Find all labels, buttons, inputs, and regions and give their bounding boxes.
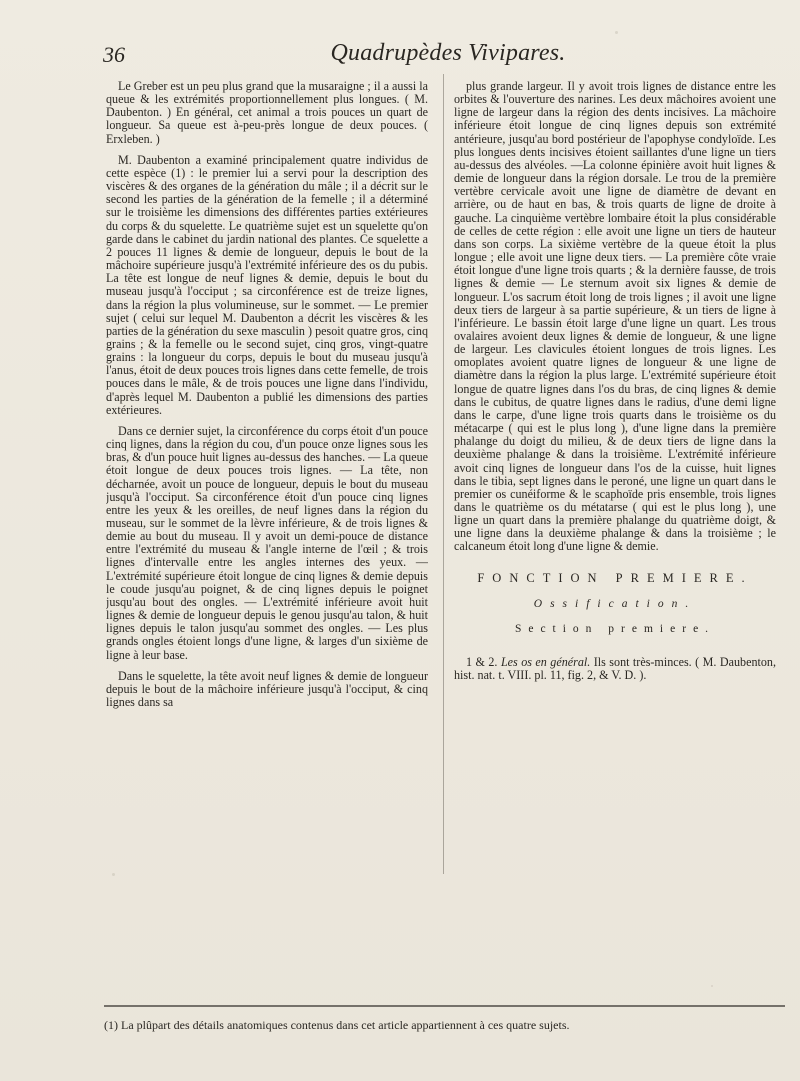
page-number: 36 <box>103 42 125 67</box>
ossification-heading: Ossification. <box>533 597 697 610</box>
column-divider <box>443 74 444 874</box>
paper-stain <box>615 31 618 34</box>
left-paragraph: M. Daubenton a examiné principalement quatre individus de cette espèce (1) : le premier lui a servi pour la description des viscères & des organes de la génération du mâle ; il a décrit sur le second les parties de la génération de la femelle ; il a déterminé sur le troisième les dimensions des différentes parties extérieures du corps & du squelette. Le quatrième sujet est un squelette qu'on garde dans le cabinet du jardin national des plantes. Ce squelette a 2 pouces 11 lignes & demie de longueur, depuis le bout de la mâchoire supérieure jusqu'à l'extrémité inférieure des os du pubis. La tête est longue de neuf lignes & demie, depuis le bout du museau jusqu'à l'occiput ; sa circonférence est de treize lignes, dans la région la plus volumineuse, sur le sommet. — Le premier sujet ( celui sur lequel M. Daubenton a décrit les viscères & les parties de la génération du sexe masculin ) pesoit quatre gros, cinq grains ; & la femelle ou le second sujet, cinq gros, vingt-quatre grains : la longueur du corps, depuis le bout du museau jusqu'à l'anus, étoit de deux pouces trois lignes dans cette femelle, de trois pouces dans le mâle, & de trois pouces une ligne dans l'individu, d'après lequel M. Daubenton a publié les dimensions des parties extérieures. <box>106 152 428 417</box>
paper-stain <box>711 985 713 987</box>
section-heading: Section premiere. <box>514 622 716 635</box>
footnote: (1) La plûpart des détails anatomiques contenus dans cet article appartiennent à ces quatre sujets. <box>104 1018 570 1032</box>
page-header <box>103 40 703 68</box>
bones-entry <box>454 656 776 682</box>
left-paragraph: Dans ce dernier sujet, la circonférence du corps étoit d'un pouce cinq lignes, dans la région du cou, d'un pouce onze lignes sous les bras, & d'un pouce huit lignes au-dessus des hanches. — La queue étoit longue de deux pouces trois lignes. — La tête, non décharnée, avoit un pouce de longueur, depuis le bout du museau jusqu'à l'occiput. Sa circonférence étoit d'un pouce cinq lignes entre les yeux & les oreilles, de neuf lignes dans la région du museau, sur le sommet de la lèvre inférieure, & de trois lignes & demie au bout du museau. Il y avoit un demi-pouce de distance entre l'extrémité du museau & l'angle interne de l'œil ; & trois lignes d'intervalle entre les angles internes des yeux. — L'extrémité supérieure étoit longue de cinq lignes & demie depuis le coude jusqu'au poignet, & de cinq lignes depuis le poignet jusqu'au bout des ongles. — L'extrémité inférieure avoit huit lignes & demie de longueur depuis le genou jusqu'au talon, & huit lignes depuis le talon jusqu'au sommet des ongles. — Les plus grands ongles étoient longs d'une ligne, & larges d'un sixième de ligne à leur base. <box>106 423 428 662</box>
running-title: Quadrupèdes Vivipares. <box>330 40 566 66</box>
entry-text: Ils sont très-minces. ( M. Daubenton, hist. nat. t. VIII. pl. 11, fig. 2, & V. D. ). <box>454 655 776 683</box>
right-column <box>454 80 776 870</box>
paper-stain <box>112 873 115 876</box>
entry-title: Les os en général. <box>500 655 591 670</box>
right-paragraph: plus grande largeur. Il y avoit trois lignes de distance entre les orbites & l'ouverture des narines. Les deux mâchoires avoient une ligne de largeur dans la région des dents incisives. La mâchoire inférieure étoit longue de cinq lignes depuis son extrémité antérieure, jusqu'au bord postérieur de l'apophyse condyloïde. Les plus longues dents incisives étoient saillantes d'une ligne un tiers au-dessus des alvéoles. —La colonne épinière avoit huit lignes & demie de longueur dans la région dorsale. Le trou de la première vertèbre cervicale avoit une ligne de diamètre de devant en arrière, ou de haut en bas, & trois quarts de ligne de droite à gauche. La cinquième vertèbre lombaire étoit la plus considérable de celles de cette région : elle avoit une ligne un tiers de hauteur dans son corps. La sixième vertèbre de la queue étoit la plus longue ; elle avoit une ligne deux tiers. — La première côte vraie étoit longue d'une ligne trois quarts ; & la dernière fausse, de trois lignes & demie — Le sternum avoit six lignes & demie de longueur. L'os sacrum étoit long de trois lignes ; il avoit une ligne deux tiers de largeur à sa partie supérieure, & un tiers de ligne à l'inférieure. Le bassin étoit large d'une ligne un quart. Les trous ovalaires avoient deux lignes & demie de longueur, & une ligne de largeur. Les clavicules étoient longues de trois lignes. Les omoplates avoient quatre lignes de longueur & une ligne de diamètre dans la région la plus large. L'extrémité supérieure étoit longue de quatre lignes dans l'os du bras, de cinq lignes & demie dans le cubitus, de quatre lignes dans le radius, d'une demi ligne dans le carpe, d'une ligne trois quarts dans le troisième os du métacarpe ( qui est le plus long ), d'une ligne dans la première phalange du doigt du milieu, & de deux tiers de ligne dans la deuxième phalange & dans la troisième. L'extrémité inférieure avoit cinq lignes de longueur dans l'os de la cuisse, huit lignes dans le tibia, sept lignes dans le peroné, une ligne un quart dans le premier os cunéiforme & le scaphoïde pris ensemble, trois lignes dans le quatrième os du métatarse ( qui est le plus long ), une ligne un quart dans la première phalange du quatrième doigt, & une ligne dans la deuxième phalange & dans la troisième ; le calcaneum étoit long d'une ligne & demie. <box>454 80 776 554</box>
entry-number: 1 & 2. <box>466 655 498 670</box>
left-paragraph: Dans le squelette, la tête avoit neuf lignes & demie de longueur depuis le bout de la mâchoire inférieure jusqu'à l'occiput, & cinq lignes dans sa <box>106 668 428 710</box>
left-column <box>106 80 428 870</box>
footnote-rule <box>104 1005 785 1007</box>
left-paragraph: Le Greber est un peu plus grand que la musaraigne ; il a aussi la queue & les extrémités proportionnellement plus longues. ( M. Daubenton. ) En général, cet animal a trois pouces un quart de longueur. Sa queue est à-peu-près longue de deux pouces. ( Erxleben. ) <box>106 80 428 146</box>
fonction-heading: FONCTION PREMIERE. <box>477 570 753 585</box>
